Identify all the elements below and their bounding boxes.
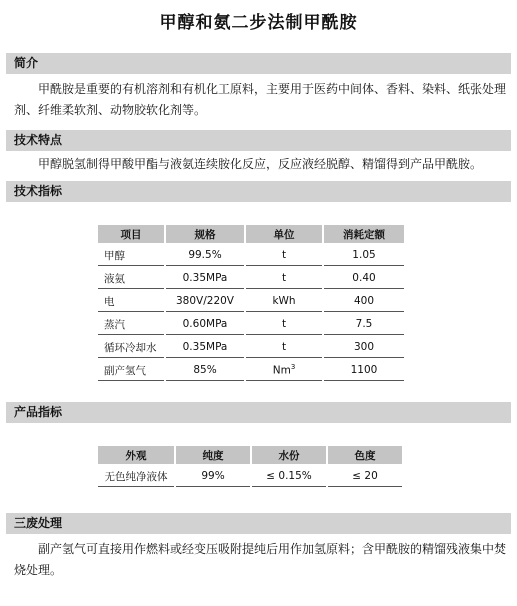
cell-item: 电 [98, 291, 164, 312]
unit-text: t [281, 249, 287, 261]
cell-appearance: 无色纯净液体 [98, 466, 174, 487]
col-header-unit: 单位 [246, 225, 322, 243]
unit-text: Nm [272, 364, 291, 377]
cell-quota: 1.05 [324, 245, 404, 266]
unit-text: kWh [272, 295, 296, 307]
table-row [98, 291, 404, 312]
cell-spec: 0.35MPa [166, 337, 244, 358]
page-title: 甲醇和氨二步法制甲酰胺 [159, 13, 358, 33]
cell-color: ≤ 20 [328, 466, 402, 487]
tech-index-table [96, 223, 406, 383]
cell-purity: 99% [176, 466, 250, 487]
unit-superscript: 3 [290, 363, 296, 372]
table-row [98, 466, 402, 487]
col-header-purity: 纯度 [176, 446, 250, 464]
cell-unit [246, 268, 322, 289]
features-text: 甲醇脱氢制得甲酸甲酯与液氨连续胺化反应，反应液经脱醇、精馏得到产品甲酰胺。 [38, 157, 483, 171]
cell-item: 甲醇 [98, 245, 164, 266]
section-heading-features: 技术特点 [6, 130, 511, 151]
cell-item: 循环冷却水 [98, 337, 164, 358]
intro-text: 甲酰胺是重要的有机溶剂和有机化工原料，主要用于医药中间体、香料、染料、纸张处理剂、纤维柔软剂、动物胶软化剂等。 [14, 82, 507, 117]
col-header-moisture: 水份 [252, 446, 326, 464]
tech-index-header-row [98, 225, 404, 243]
cell-moisture: ≤ 0.15% [252, 466, 326, 487]
cell-quota: 300 [324, 337, 404, 358]
cell-quota: 400 [324, 291, 404, 312]
cell-spec: 380V/220V [166, 291, 244, 312]
section-heading-tech-index: 技术指标 [6, 181, 511, 202]
unit-text: t [281, 272, 287, 284]
section-heading-product-index: 产品指标 [6, 402, 511, 423]
cell-unit [246, 360, 322, 381]
table-row [98, 337, 404, 358]
cell-quota: 1100 [324, 360, 404, 381]
product-index-header-row [98, 446, 402, 464]
unit-text: t [281, 341, 287, 353]
table-row [98, 314, 404, 335]
cell-unit [246, 245, 322, 266]
table-row [98, 268, 404, 289]
cell-spec: 85% [166, 360, 244, 381]
cell-item: 蒸汽 [98, 314, 164, 335]
cell-item: 副产氢气 [98, 360, 164, 381]
cell-spec: 0.35MPa [166, 268, 244, 289]
unit-text: t [281, 318, 287, 330]
col-header-quota: 消耗定额 [324, 225, 404, 243]
section-heading-waste: 三废处理 [6, 513, 511, 534]
col-header-color: 色度 [328, 446, 402, 464]
cell-spec: 99.5% [166, 245, 244, 266]
cell-unit [246, 291, 322, 312]
table-row [98, 360, 404, 381]
col-header-spec: 规格 [166, 225, 244, 243]
cell-spec: 0.60MPa [166, 314, 244, 335]
col-header-appearance: 外观 [98, 446, 174, 464]
cell-unit [246, 337, 322, 358]
section-heading-intro: 简介 [6, 53, 511, 74]
table-row [98, 245, 404, 266]
cell-item: 液氨 [98, 268, 164, 289]
cell-quota: 7.5 [324, 314, 404, 335]
cell-unit [246, 314, 322, 335]
waste-text: 副产氢气可直接用作燃料或经变压吸附提纯后用作加氢原料；含甲酰胺的精馏残液集中焚烧处理。 [14, 542, 507, 577]
product-index-table [96, 444, 404, 489]
cell-quota: 0.40 [324, 268, 404, 289]
col-header-item: 项目 [98, 225, 164, 243]
